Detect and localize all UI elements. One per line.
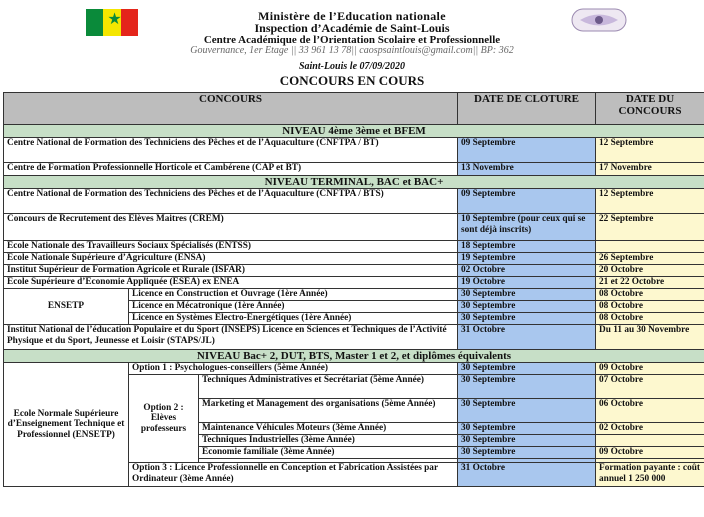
exam-date: 07 Octobre [596, 375, 704, 399]
section-title: NIVEAU 4ème 3ème et BFEM [4, 125, 704, 138]
concours-name: Licence en Construction et Ouvrage (1ère Année) [129, 289, 458, 301]
exam-date: 08 Octobre [596, 289, 704, 301]
concours-name: Ecole Nationale des Travailleurs Sociaux Spécialisés (ENTSS) [4, 241, 458, 253]
exam-date: 12 Septembre [596, 189, 704, 214]
concours-name: Licence en Mécatronique (1ère Année) [129, 301, 458, 313]
concours-name: Techniques Industrielles (3ème Année) [199, 435, 458, 447]
closing-date: 13 Novembre [458, 163, 596, 176]
table-row [4, 289, 704, 301]
exam-date: Du 11 au 30 Novembre [596, 325, 704, 350]
concours-name: Centre de Formation Professionnelle Horticole et Cambérene (CAP et BT) [4, 163, 458, 176]
senegal-flag-icon: ★ [86, 9, 138, 36]
concours-name: Licence en Systèmes Electro-Energétiques (1ère Année) [129, 313, 458, 325]
closing-date: 10 Septembre (pour ceux qui se sont déjà inscrits) [458, 214, 596, 241]
centre-title: Centre Académique de l’Orientation Scolaire et Professionnelle [203, 34, 501, 46]
section-title: NIVEAU Bac+ 2, DUT, BTS, Master 1 et 2, et diplômes équivalents [4, 350, 704, 363]
ministry-title: Ministère de l’Education nationale [258, 9, 446, 23]
exam-date: 21 et 22 Octobre [596, 277, 704, 289]
concours-name: Marketing et Management des organisations (5ème Année) [199, 399, 458, 423]
exam-date: 20 Octobre [596, 265, 704, 277]
section-title: NIVEAU TERMINAL, BAC et BAC+ [4, 176, 704, 189]
concours-name: Centre National de Formation des Techniciens des Pêches et de l’Aquaculture (CNFTPA / BT) [4, 138, 458, 163]
table-row [4, 253, 704, 265]
closing-date: 18 Septembre [458, 241, 596, 253]
exam-date: 26 Septembre [596, 253, 704, 265]
table-row [4, 241, 704, 253]
closing-date: 30 Septembre [458, 289, 596, 301]
exam-date [596, 241, 704, 253]
col-header-cloture: DATE DE CLOTURE [458, 93, 596, 125]
closing-date: 19 Octobre [458, 277, 596, 289]
concours-name: Ecole Supérieure d’Economie Appliquée (ESEA) ex ENEA [4, 277, 458, 289]
closing-date: 30 Septembre [458, 447, 596, 459]
ensetp-label: ENSETP [4, 289, 129, 325]
table-row [4, 265, 704, 277]
concours-name: Techniques Administratives et Secrétariat (5ème Année) [199, 375, 458, 399]
table-row [4, 138, 704, 163]
concours-name: Institut Supérieur de Formation Agricole et Rurale (ISFAR) [4, 265, 458, 277]
section-row [4, 176, 704, 189]
exam-date: 22 Septembre [596, 214, 704, 241]
concours-name: Economie familiale (3ème Année) [199, 447, 458, 459]
page-title: CONCOURS EN COURS [279, 73, 425, 88]
exam-date: 17 Novembre [596, 163, 704, 176]
exam-date: 08 Octobre [596, 313, 704, 325]
table-row [4, 163, 704, 176]
concours-name: Option 3 : Licence Professionnelle en Conception et Fabrication Assistées par Ordinateur (3ème Année) [129, 463, 458, 487]
inspection-title: Inspection d’Académie de Saint-Louis [254, 21, 450, 35]
exam-date: Formation payante : coût annuel 1 250 000 [596, 463, 704, 487]
exam-date: 08 Octobre [596, 301, 704, 313]
col-header-concours-date: DATE DU CONCOURS [596, 93, 704, 125]
concours-name: Option 1 : Psychologues-conseillers (5ème Année) [129, 363, 458, 375]
document-header [0, 0, 704, 88]
closing-date: 30 Septembre [458, 399, 596, 423]
exam-date: 12 Septembre [596, 138, 704, 163]
option2-label: Option 2 : Elèves professeurs [129, 375, 199, 463]
exam-date: 09 Octobre [596, 447, 704, 459]
concours-name: Ecole Nationale Supérieure d’Agriculture (ENSA) [4, 253, 458, 265]
closing-date: 30 Septembre [458, 423, 596, 435]
exam-date: 09 Octobre [596, 363, 704, 375]
ens-label: Ecole Normale Supérieure d’Enseignement Technique et Professionnel (ENSETP) [4, 363, 129, 487]
concours-table [3, 92, 704, 487]
section-row [4, 350, 704, 363]
concours-name: Institut National de l’éducation Populaire et du Sport (INSEPS) Licence en Sciences et Techniques de l’Activité Physique et du Sport, Jeunesse et Loisir (STAPS/JL) [4, 325, 458, 350]
table-row [4, 189, 704, 214]
table-row [4, 363, 704, 375]
concours-name: Maintenance Véhicules Moteurs (3ème Année) [199, 423, 458, 435]
exam-date: 06 Octobre [596, 399, 704, 423]
table-row [4, 277, 704, 289]
closing-date: 30 Septembre [458, 313, 596, 325]
exam-date [596, 435, 704, 447]
col-header-concours: CONCOURS [4, 93, 458, 125]
closing-date: 30 Septembre [458, 301, 596, 313]
closing-date: 19 Septembre [458, 253, 596, 265]
exam-date: 02 Octobre [596, 423, 704, 435]
concours-name: Centre National de Formation des Techniciens des Pêches et de l’Aquaculture (CNFTPA / BTS) [4, 189, 458, 214]
table-row [4, 325, 704, 350]
closing-date: 30 Septembre [458, 375, 596, 399]
closing-date: 30 Septembre [458, 435, 596, 447]
date-line: Saint-Louis le 07/09/2020 [298, 61, 406, 72]
concours-name: Concours de Recrutement des Elèves Maitres (CREM) [4, 214, 458, 241]
closing-date: 09 Septembre [458, 138, 596, 163]
table-row [4, 214, 704, 241]
contact-line: Gouvernance, 1er Etage || 33 961 13 78|| caospsaintlouis@gmail.com|| BP: 362 [190, 45, 514, 56]
section-row [4, 125, 704, 138]
closing-date: 30 Septembre [458, 363, 596, 375]
closing-date: 02 Octobre [458, 265, 596, 277]
table-header-row [4, 93, 704, 125]
closing-date: 09 Septembre [458, 189, 596, 214]
closing-date: 31 Octobre [458, 463, 596, 487]
closing-date: 31 Octobre [458, 325, 596, 350]
